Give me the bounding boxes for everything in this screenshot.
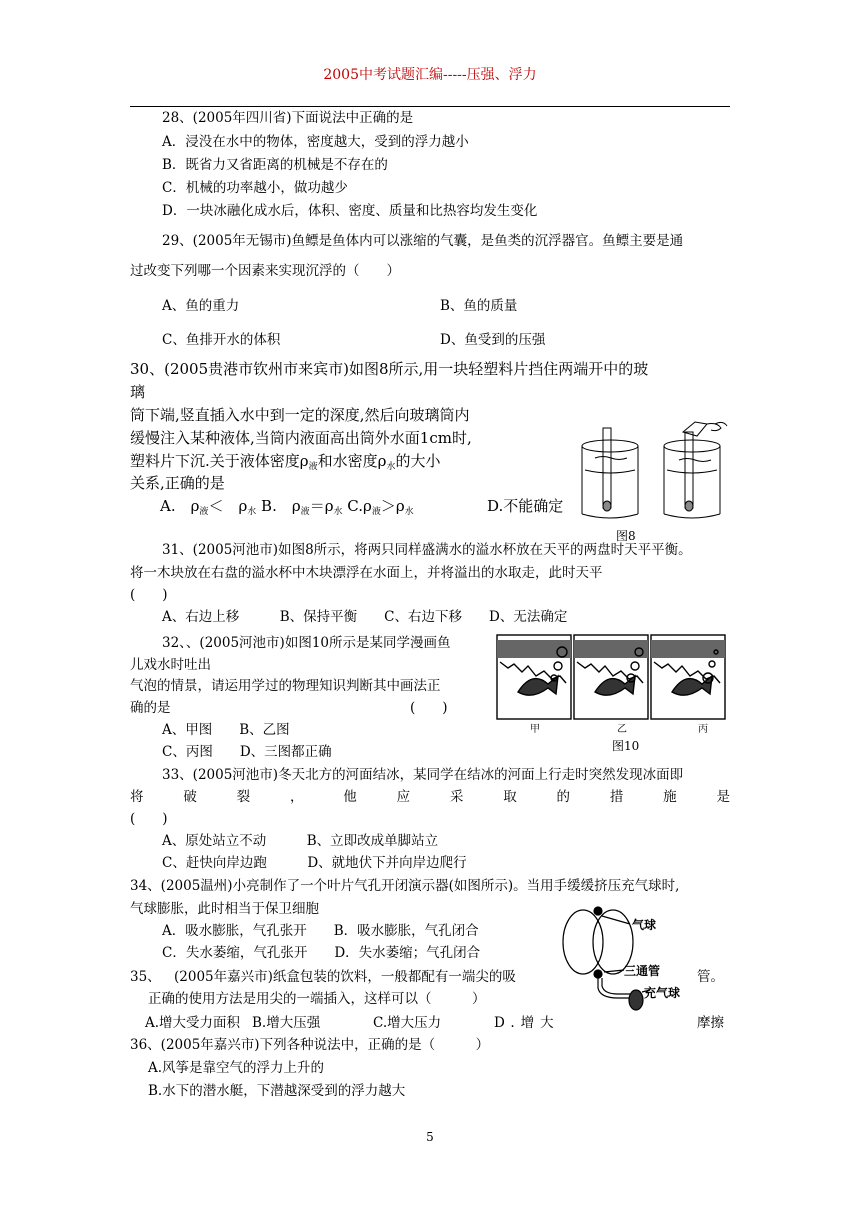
q35-line2: 正确的使用方法是用尖的一端插入，这样可以（ ） bbox=[148, 991, 486, 1007]
q35-number: 35、 bbox=[130, 969, 161, 985]
q28-option-c: C．机械的功率越小，做功越少 bbox=[162, 180, 348, 196]
q32-answer-paren: ( ) bbox=[410, 700, 448, 716]
q35-line1: (2005年嘉兴市)纸盒包装的饮料，一般都配有一端尖的吸 bbox=[174, 969, 516, 985]
q28-option-d: D．一块冰融化成水后，体积、密度、质量和比热容均发生变化 bbox=[162, 203, 538, 219]
q29-stem-line2: 过改变下列哪一个因素来实现沉浮的（ ） bbox=[130, 263, 400, 279]
q32-line3: 气泡的情景，请运用学过的物理知识判断其中画法正 bbox=[130, 678, 441, 694]
q33-options-ab: A、原处站立不动 B、立即改成单脚站立 bbox=[162, 833, 439, 849]
q30-line6: 关系,正确的是 bbox=[130, 474, 225, 492]
right-inner-tube bbox=[685, 432, 693, 508]
q35-line1-tail: 管。 bbox=[697, 969, 724, 985]
q33-options-cd: C、赶快向岸边跑 D、就地伏下并向岸边爬行 bbox=[162, 855, 467, 871]
q31-line1: 31、(2005河池市)如图8所示，将两只同样盛满水的溢水杯放在天平的两盘时天平平衡。 bbox=[162, 542, 692, 558]
q30-line1: 30、(2005贵港市钦州市来宾市)如图8所示,用一块轻塑料片挡住两端开中的玻 bbox=[130, 360, 649, 378]
q28-option-a: A．浸没在水中的物体，密度越大，受到的浮力越小 bbox=[162, 134, 469, 150]
label-balloon: 气球 bbox=[632, 918, 657, 932]
q34-options-cd: C．失水萎缩，气孔张开 D．失水萎缩；气孔闭合 bbox=[162, 945, 481, 961]
figure-10-caption: 图10 bbox=[612, 739, 640, 753]
pouring-beaker bbox=[683, 422, 707, 436]
q30-line4: 缓慢注入某种液体,当筒内液面高出筒外水面1cm时, bbox=[130, 429, 472, 447]
q33-line3: ( ) bbox=[130, 811, 168, 827]
q30-options: A. $\rho_液<$ $\rho_水$ B. $\rho_液=\rho_水$ $C.\rho_液>\rho_水$ bbox=[160, 497, 414, 517]
q36-option-b: B.水下的潜水艇，下潜越深受到的浮力越大 bbox=[148, 1083, 406, 1099]
q30-line2: 璃 bbox=[130, 383, 146, 401]
q32-line2: 儿戏水时吐出 bbox=[130, 657, 211, 673]
q35-option-d-tail: 摩擦 bbox=[697, 1015, 724, 1031]
left-cylinder-top bbox=[582, 440, 638, 452]
panel-label-jia: 甲 bbox=[530, 724, 540, 735]
q29-stem-line1: 29、(2005年无锡市)鱼鳔是鱼体内可以涨缩的气囊，是鱼类的沉浮器官。鱼鳔主要是通 bbox=[162, 233, 684, 249]
label-three-way-tube: 三通管 bbox=[624, 964, 661, 978]
q34-line2: 气球膨胀，此时相当于保卫细胞 bbox=[130, 901, 319, 917]
page-number: 5 bbox=[426, 1130, 434, 1144]
q32-line4: 确的是 bbox=[130, 700, 171, 716]
q36-stem: 36、(2005年嘉兴市)下列各种说法中，正确的是（ ） bbox=[130, 1037, 490, 1053]
q31-options: A、右边上移 B、保持平衡 C、右边下移 D、无法确定 bbox=[162, 609, 568, 625]
q29-option-d: D、鱼受到的压强 bbox=[440, 332, 546, 348]
q36-option-a: A.风筝是靠空气的浮力上升的 bbox=[148, 1060, 325, 1076]
q32-options-cd: C、丙图 D、三图都正确 bbox=[162, 744, 332, 760]
q29-option-a: A、鱼的重力 bbox=[162, 298, 240, 314]
q35-option-d: D.增大 bbox=[494, 1015, 560, 1031]
right-cylinder-top bbox=[664, 440, 720, 452]
q29-option-b: B、鱼的质量 bbox=[440, 298, 518, 314]
q29-option-c: C、鱼排开水的体积 bbox=[162, 332, 281, 348]
q30-line5: 塑料片下沉.关于液体密度$\rho_液$和水密度$\rho_水$的大小 bbox=[130, 452, 441, 472]
left-balloon bbox=[563, 910, 603, 974]
q34-line1: 34、(2005温州)小亮制作了一个叶片气孔开闭演示器(如图所示)。当用手缓缓挤压充气球时, bbox=[130, 878, 680, 894]
page-header: 2005中考试题汇编-----压强、浮力 bbox=[323, 67, 537, 83]
panel-label-bing: 丙 bbox=[698, 724, 708, 735]
q35-option-a: A.增大受力面积 bbox=[145, 1015, 241, 1031]
q35-option-c: C.增大压力 bbox=[373, 1015, 442, 1031]
q30-option-d: D.不能确定 bbox=[487, 497, 564, 515]
figure-8-caption: 图8 bbox=[616, 529, 636, 543]
inflator-bulb bbox=[629, 990, 643, 1010]
panel-label-yi: 乙 bbox=[617, 724, 627, 735]
figure-8-glass-tube-diagram bbox=[575, 418, 730, 523]
q33-line2: 将 破 裂 ， 他 应 采 取 的 措 施 是 bbox=[130, 789, 730, 805]
q32-options-ab: A、甲图 B、乙图 bbox=[162, 722, 290, 738]
q32-line1: 32、、(2005河池市)如图10所示是某同学漫画鱼 bbox=[162, 635, 451, 651]
q30-line3: 筒下端,竖直插入水中到一定的深度,然后向玻璃筒内 bbox=[130, 406, 470, 424]
q28-option-b: B．既省力又省距离的机械是不存在的 bbox=[162, 157, 388, 173]
q34-options-ab: A．吸水膨胀，气孔张开 B．吸水膨胀，气孔闭合 bbox=[162, 923, 479, 939]
label-inflator-bulb: 充气球 bbox=[644, 986, 681, 1000]
header-rule bbox=[130, 106, 730, 107]
q31-line3: ( ) bbox=[130, 587, 168, 603]
q33-line1: 33、(2005河池市)冬天北方的河面结冰，某同学在结冰的河面上行走时突然发现冰面即 bbox=[162, 767, 684, 783]
q31-line2: 将一木块放在右盘的溢水杯中木块漂浮在水面上，并将溢出的水取走，此时天平 bbox=[130, 565, 603, 581]
q28-stem: 28、(2005年四川省)下面说法中正确的是 bbox=[162, 110, 414, 126]
q35-option-b: B.增大压强 bbox=[252, 1015, 321, 1031]
figure-10-fish-panels bbox=[496, 632, 726, 724]
